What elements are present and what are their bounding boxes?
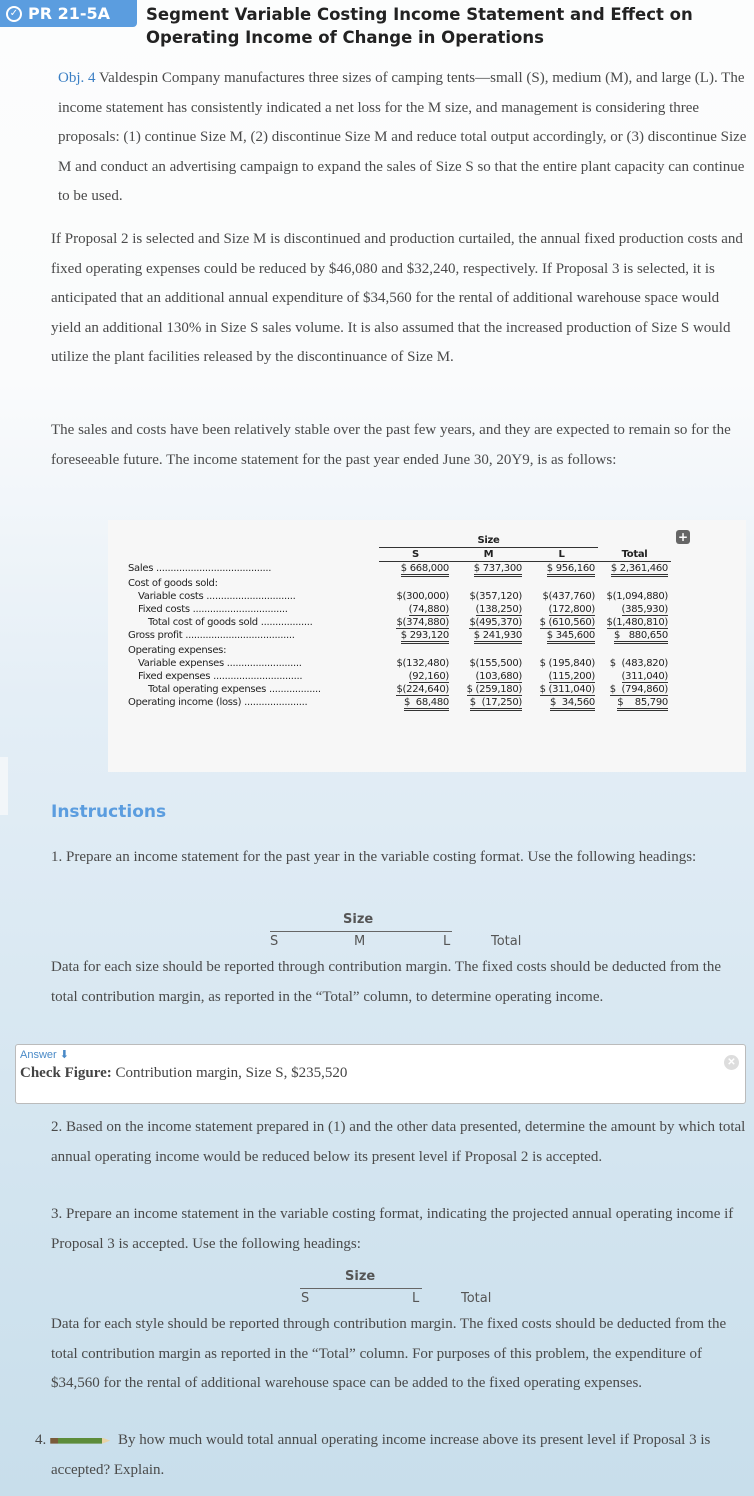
cell-value	[452, 683, 525, 696]
answer-toggle[interactable]: Answer ⬇	[20, 1049, 69, 1061]
column-header: S	[379, 548, 452, 562]
table-row	[125, 696, 671, 709]
value: $(300,000)	[396, 591, 449, 602]
expand-plus-icon[interactable]: +	[677, 530, 689, 544]
cell-value	[598, 657, 671, 670]
value: (385,930)	[621, 604, 668, 615]
row-label: Sales ........................................	[128, 562, 272, 574]
cell-value	[452, 629, 525, 642]
cell-value	[379, 670, 452, 683]
value: $ (259,180)	[466, 684, 522, 695]
cell-value	[598, 603, 671, 616]
cell-value	[525, 603, 598, 616]
row-label: Operating expenses:	[128, 645, 227, 656]
table-row	[125, 562, 671, 576]
value: (115,200)	[548, 671, 595, 682]
cell-value	[598, 577, 671, 590]
problem-title: Segment Variable Costing Income Statement and Effect on Operating Income of Change in Operations	[146, 5, 693, 47]
table-row	[125, 657, 671, 670]
value: $ 2,361,460	[611, 563, 668, 577]
value: $ (17,250)	[470, 697, 522, 711]
value: $ 293,120	[401, 630, 449, 644]
heading-s: S	[301, 1291, 310, 1306]
cell-value	[525, 696, 598, 709]
table-row	[125, 670, 671, 683]
cell-value	[598, 562, 671, 576]
cell-value	[452, 577, 525, 590]
intro-paragraph-3: The sales and costs have been relatively stable over the past few years, and they are expected to remain so for the foreseeable future. The income statement for the past year ended June 30, 20Y9, is as follows:	[51, 422, 731, 468]
question-4-number: 4.	[35, 1432, 47, 1448]
question-4-text: By how much would total annual operating income increase above its present level if Proposal 3 is accepted? Explain.	[51, 1432, 711, 1478]
problem-badge[interactable]	[0, 0, 137, 27]
pencil-icon	[50, 1438, 110, 1444]
table-row	[125, 590, 671, 603]
cell-value	[598, 696, 671, 709]
value: $(495,370)	[469, 617, 522, 628]
cell-value	[452, 696, 525, 709]
value: $ (794,860)	[609, 684, 668, 695]
value: $(1,480,810)	[606, 617, 668, 628]
value: $(132,480)	[396, 658, 449, 669]
cell-value	[525, 657, 598, 670]
table-row	[125, 577, 671, 590]
cell-value	[598, 670, 671, 683]
check-figure-label: Check Figure:	[20, 1065, 112, 1081]
column-header: L	[525, 548, 598, 562]
row-label: Gross profit ......................................	[128, 630, 295, 641]
value: $ 34,560	[550, 697, 595, 711]
cell-value	[525, 562, 598, 576]
cell-value	[452, 562, 525, 576]
cell-value	[379, 577, 452, 590]
divider	[300, 1288, 422, 1289]
heading-s: S	[270, 934, 279, 949]
value: $ (483,820)	[609, 658, 668, 669]
heading-l: L	[443, 934, 451, 949]
value: $ 956,160	[547, 563, 595, 577]
value: (311,040)	[621, 671, 668, 682]
row-label: Fixed costs .................................	[138, 604, 288, 615]
question-1-detail: Data for each size should be reported through contribution margin. The fixed costs should be deducted from the total contribution margin, as reported in the “Total” column, to determine operating income.	[51, 959, 722, 1005]
income-statement-exhibit	[108, 520, 746, 772]
cell-value	[525, 590, 598, 603]
row-label: Total cost of goods sold ..................	[148, 617, 313, 628]
value: $(374,880)	[396, 617, 449, 628]
value: $(224,640)	[396, 684, 449, 695]
cell-value	[598, 644, 671, 657]
row-label: Fixed expenses ...............................	[138, 671, 303, 682]
question-2: 2. Based on the income statement prepared in (1) and the other data presented, determine the amount by which total annual operating income would be reduced below its present level if Proposal 2 is accepted.	[51, 1119, 746, 1165]
intro-paragraph-2: If Proposal 2 is selected and Size M is discontinued and production curtailed, the annual fixed production costs and fixed operating expenses could be reduced by $46,080 and $32,240, respectively. If Proposal 3 is selected, it is anticipated that an additional annual expenditure of $34,560 for the rental of additional warehouse space would yield an additional 130% in Size S sales volume. It is also assumed that the increased production of Size S would utilize the plant facilities released by the discontinuance of Size M.	[51, 231, 743, 365]
cell-value	[598, 629, 671, 642]
income-statement-table	[125, 534, 671, 709]
column-header: M	[452, 548, 525, 562]
cell-value	[525, 629, 598, 642]
cell-value	[379, 683, 452, 696]
question-3: 3. Prepare an income statement in the variable costing format, indicating the projected annual operating income if Proposal 3 is accepted. Use the following headings:	[51, 1206, 734, 1252]
value: (92,160)	[408, 671, 449, 682]
intro-paragraph-1	[51, 64, 751, 212]
divider	[270, 931, 452, 932]
value: $ (610,560)	[539, 617, 595, 628]
row-label: Variable costs ...............................	[138, 591, 296, 602]
cell-value	[525, 670, 598, 683]
column-header: Total	[598, 548, 671, 562]
cell-value	[598, 683, 671, 696]
value: $ 737,300	[474, 563, 522, 577]
heading-size: Size	[345, 1269, 376, 1284]
cell-value	[525, 644, 598, 657]
size-header: Size	[379, 534, 598, 548]
check-figure-text: Contribution margin, Size S, $235,520	[111, 1065, 348, 1081]
cell-value	[598, 616, 671, 629]
cell-value	[452, 590, 525, 603]
value: $ (195,840)	[539, 658, 595, 669]
question-4	[35, 1426, 735, 1485]
objective-link[interactable]: Obj. 4	[58, 70, 96, 86]
check-figure	[20, 1065, 347, 1082]
value: $ 668,000	[401, 563, 449, 577]
table-row	[125, 616, 671, 629]
problem-number: PR 21-5A	[28, 4, 111, 23]
cell-value	[379, 644, 452, 657]
heading-l: L	[412, 1291, 420, 1306]
heading-total: Total	[461, 1291, 492, 1306]
cell-value	[379, 590, 452, 603]
value: (103,680)	[475, 671, 522, 682]
table-row	[125, 603, 671, 616]
row-label: Variable expenses ..........................	[138, 658, 302, 669]
cell-value	[525, 616, 598, 629]
cell-value	[452, 657, 525, 670]
table-row	[125, 644, 671, 657]
instructions-heading: Instructions	[51, 802, 167, 822]
value: $ (311,040)	[539, 684, 595, 695]
cell-value	[452, 616, 525, 629]
cell-value	[379, 696, 452, 709]
cell-value	[379, 562, 452, 576]
row-label: Cost of goods sold:	[128, 578, 218, 589]
cell-value	[452, 670, 525, 683]
cell-value	[598, 590, 671, 603]
cell-value	[379, 603, 452, 616]
heading-m: M	[354, 934, 366, 949]
value: $(357,120)	[469, 591, 522, 602]
value: $ 241,930	[474, 630, 522, 644]
heading-total: Total	[491, 934, 522, 949]
cell-value	[452, 644, 525, 657]
cell-value	[379, 616, 452, 629]
row-label: Operating income (loss) ......................	[128, 697, 308, 708]
check-icon: ✓	[6, 6, 22, 22]
question-3-detail: Data for each style should be reported through contribution margin. The fixed costs should be deducted from the total contribution margin as reported in the “Total” column. For purposes of this problem, the expenditure of $34,560 for the rental of additional warehouse space can be added to the fixed operating expenses.	[51, 1316, 727, 1391]
close-icon[interactable]: ✕	[724, 1055, 739, 1070]
intro-text: Valdespin Company manufactures three sizes of camping tents—small (S), medium (M), and large (L). The income statement has consistently indicated a net loss for the M size, and management is considering three proposals: (1) continue Size M, (2) discontinue Size M and reduce total output accordingly, or (3) discontinue Size M and conduct an advertising campaign to expand the sales of Size S so that the entire plant capacity can continue to be used.	[58, 70, 747, 204]
value: (138,250)	[475, 604, 522, 615]
problem-header	[0, 0, 754, 52]
cell-value	[525, 577, 598, 590]
table-row	[125, 629, 671, 642]
side-tab[interactable]	[0, 757, 8, 815]
answer-box	[15, 1044, 746, 1104]
cell-value	[452, 603, 525, 616]
row-label: Total operating expenses ..................	[148, 684, 321, 695]
heading-size: Size	[343, 912, 374, 927]
value: $(437,760)	[542, 591, 595, 602]
cell-value	[379, 657, 452, 670]
cell-value	[379, 629, 452, 642]
value: $ 345,600	[547, 630, 595, 644]
value: (172,800)	[548, 604, 595, 615]
value: $(155,500)	[469, 658, 522, 669]
value: $(1,094,880)	[606, 591, 668, 602]
value: $ 880,650	[614, 630, 668, 644]
value: $ 85,790	[617, 697, 668, 711]
question-1: 1. Prepare an income statement for the past year in the variable costing format. Use the following headings:	[51, 849, 697, 865]
table-row	[125, 683, 671, 696]
value: (74,880)	[408, 604, 449, 615]
cell-value	[525, 683, 598, 696]
value: $ 68,480	[404, 697, 449, 711]
